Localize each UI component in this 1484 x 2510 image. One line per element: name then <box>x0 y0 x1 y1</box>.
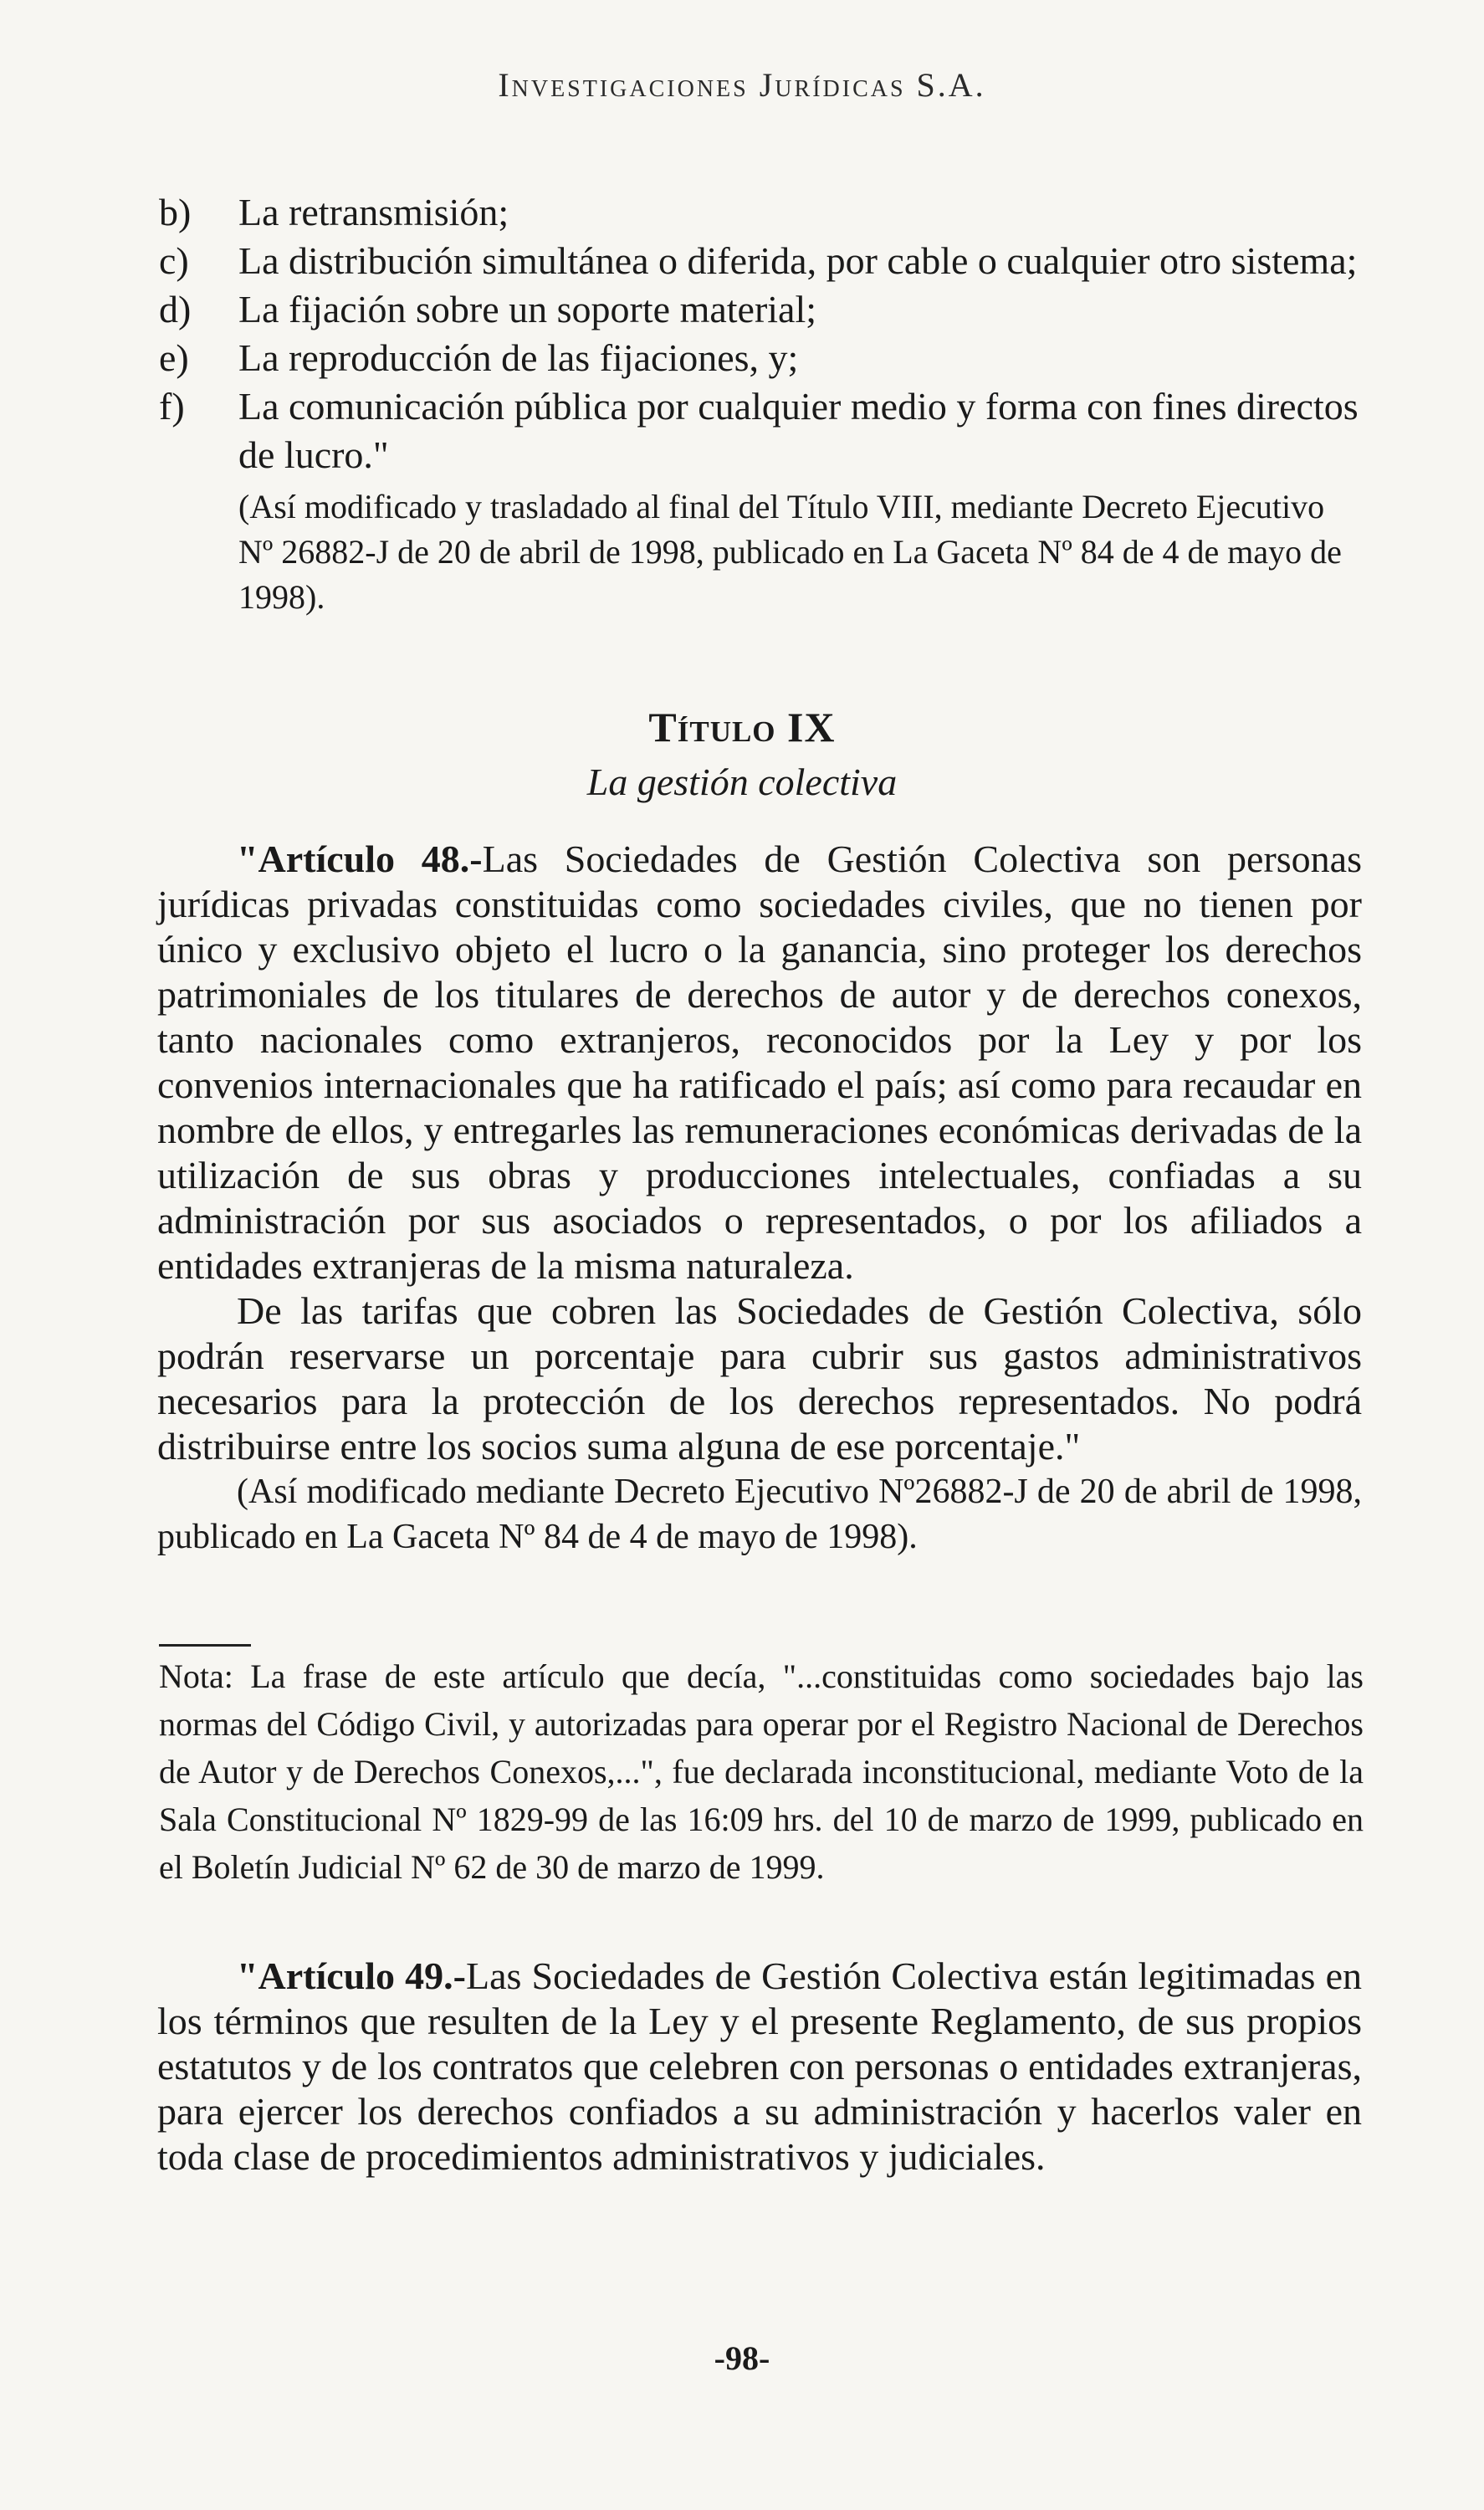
list-item <box>159 188 1364 237</box>
article-49-paragraph <box>157 1954 1362 2180</box>
page-number: -98- <box>714 2339 770 2377</box>
list-item <box>159 334 1364 382</box>
list-marker: f) <box>159 385 185 428</box>
footnote: Nota: La frase de este artículo que decía, "...constituidas como sociedades bajo las normas del Código Civil, y autorizadas para operar por el Registro Nacional de Derechos de Autor y de Derechos Conexos,...", fue declarada inconstitucional, mediante Voto de la Sala Constitucional Nº 1829-99 de las 16:09 hrs. del 10 de marzo de 1999, publicado en el Boletín Judicial Nº 62 de 30 de marzo de 1999. <box>159 1657 1364 1886</box>
title-subtitle: La gestión colectiva <box>586 761 898 803</box>
footnote-rule <box>159 1644 251 1647</box>
modification-note: (Así modificado y trasladado al final del Título VIII, mediante Decreto Ejecutivo Nº 26882-J de 20 de abril de 1998, publicado en La Gaceta Nº 84 de 4 de mayo de 1998). <box>238 488 1342 616</box>
list-item-text: La distribución simultánea o diferida, por cable o cualquier otro sistema; <box>238 239 1358 282</box>
list-marker: b) <box>159 191 192 233</box>
article-48-reference: (Así modificado mediante Decreto Ejecutivo Nº26882-J de 20 de abril de 1998, publicado en La Gaceta Nº 84 de 4 de mayo de 1998). <box>157 1473 1362 1556</box>
list-item-text: La comunicación pública por cualquier medio y forma con fines directos de lucro." <box>238 385 1359 476</box>
article-49 <box>157 1954 1362 2180</box>
list-item <box>159 382 1364 479</box>
title-label: Título IX <box>648 704 836 750</box>
article-48-paragraph-1 <box>157 837 1362 1288</box>
article-48-label: "Artículo 48.- <box>237 838 483 880</box>
list-item-text: La reproducción de las fijaciones, y; <box>238 336 799 379</box>
rights-list <box>159 188 1364 620</box>
list-marker: e) <box>159 336 189 379</box>
article-48-paragraph-2: De las tarifas que cobren las Sociedades de Gestión Colectiva, sólo podrán reservarse un porcentaje para cubrir sus gastos administrativos necesarios para la protección de los derechos representados. No podrá distribuirse entre los socios suma alguna de ese porcentaje." <box>157 1289 1362 1468</box>
list-item <box>159 237 1364 285</box>
article-49-label: "Artículo 49.- <box>237 1954 466 1997</box>
list-item-text: La fijación sobre un soporte material; <box>238 288 817 330</box>
article-48 <box>157 837 1362 1560</box>
article-49-text: Las Sociedades de Gestión Colectiva están legitimadas en los términos que resulten de la Ley y el presente Reglamento, de sus propios estatutos y de los contratos que celebren con personas o entidades extranjeras, para ejercer los derechos confiados a su administración y hacerlos valer en toda clase de procedimientos administrativos y judiciales. <box>157 1954 1362 2178</box>
article-48-text: Las Sociedades de Gestión Colectiva son personas jurídicas privadas constituidas como sociedades civiles, que no tienen por único y exclusivo objeto el lucro o la ganancia, sino proteger los derechos patrimoniales de los titulares de derechos de autor y de derechos conexos, tanto nacionales como extranjeros, reconocidos por la Ley y por los convenios internacionales que ha ratificado el país; así como para recaudar en nombre de ellos, y entregarles las remuneraciones económicas derivadas de la utilización de sus obras y producciones intelectuales, confiadas a su administración por sus asociados o representados, o por los afiliados a entidades extranjeras de la misma naturaleza. <box>157 838 1362 1287</box>
list-marker: d) <box>159 288 192 330</box>
list-item-text: La retransmisión; <box>238 191 509 233</box>
list-item <box>159 285 1364 334</box>
list-marker: c) <box>159 239 189 282</box>
title-block <box>0 703 1484 804</box>
running-head: Investigaciones Jurídicas S.A. <box>498 66 986 104</box>
